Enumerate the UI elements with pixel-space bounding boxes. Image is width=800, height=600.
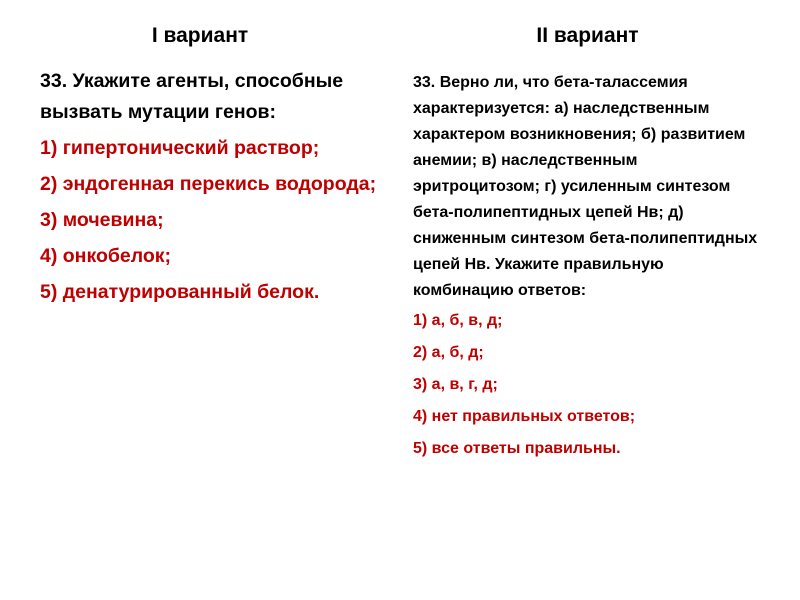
variant-1-question: 33. Укажите агенты, способные вызвать мутации генов: xyxy=(40,70,344,123)
variant-1-option-4: 4) онкобелок; xyxy=(40,245,172,267)
variant-2-option-5: 5) все ответы правильны. xyxy=(413,440,621,457)
variant-1-option-2: 2) эндогенная перекись водорода; xyxy=(40,173,377,195)
variant-2-question: 33. Верно ли, что бета-талассемия характеризуется: а) наследственным характером возникновения; б) развитием анемии; в) наследственным эритроцитозом; г) усиленным синтезом бета-полипептидных цепей Нв; д) сниженным синтезом бета-полипептидных цепей Нв. Укажите правильную комбинацию ответов: xyxy=(413,74,758,299)
variant-2-option-4: 4) нет правильных ответов; xyxy=(413,408,636,425)
variant-2-option-3: 3) а, в, г, д; xyxy=(413,376,498,393)
variant-1-option-3: 3) мочевина; xyxy=(40,209,164,231)
variant-1-option-1: 1) гипертонический раствор; xyxy=(40,137,320,159)
variant-1-option-5: 5) денатурированный белок. xyxy=(40,281,320,303)
variant-1-column xyxy=(40,66,390,313)
variant-1-title: I вариант xyxy=(151,24,249,47)
variant-2-column xyxy=(413,70,768,468)
variant-2-option-1: 1) а, б, в, д; xyxy=(413,312,503,329)
variant-2-title: II вариант xyxy=(536,24,639,47)
variant-2-option-2: 2) а, б, д; xyxy=(413,344,484,361)
